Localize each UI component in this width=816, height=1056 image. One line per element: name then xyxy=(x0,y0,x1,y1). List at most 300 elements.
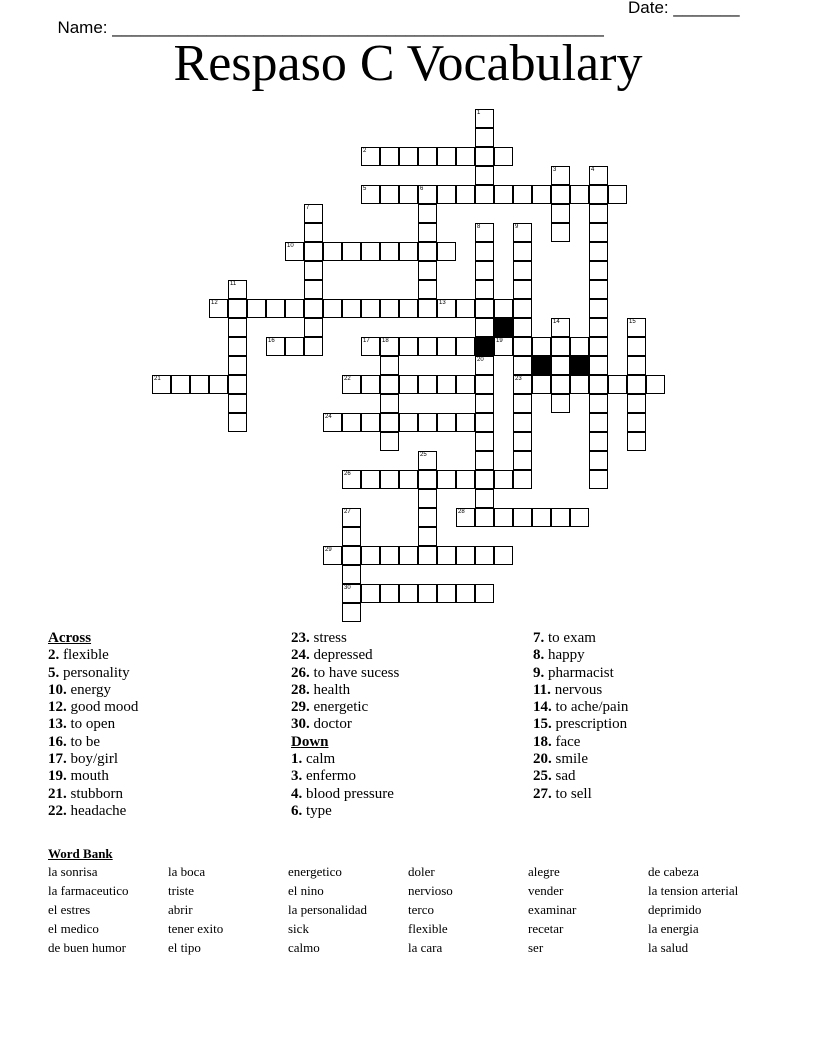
crossword-cell[interactable] xyxy=(551,508,570,527)
crossword-cell[interactable] xyxy=(589,261,608,280)
crossword-cell[interactable] xyxy=(475,318,494,337)
crossword-cell[interactable] xyxy=(589,185,608,204)
crossword-cell[interactable] xyxy=(304,299,323,318)
crossword-cell[interactable] xyxy=(437,470,456,489)
clue-number: 28. xyxy=(291,681,310,698)
crossword-cell[interactable] xyxy=(304,337,323,356)
crossword-cell[interactable] xyxy=(513,299,532,318)
crossword-cell[interactable] xyxy=(627,413,646,432)
clue-item xyxy=(48,682,138,699)
clue-number: 21 xyxy=(154,376,161,382)
crossword-cell[interactable] xyxy=(437,185,456,204)
word-bank-item: terco xyxy=(408,902,434,917)
crossword-cell[interactable] xyxy=(589,204,608,223)
crossword-cell[interactable] xyxy=(342,527,361,546)
crossword-cell[interactable] xyxy=(228,413,247,432)
clue-item xyxy=(533,630,628,647)
word-bank-item: de buen humor xyxy=(48,940,126,955)
clue-text: to open xyxy=(66,716,116,733)
crossword-cell[interactable] xyxy=(228,280,247,299)
crossword-cell[interactable] xyxy=(361,413,380,432)
crossword-cell[interactable] xyxy=(589,432,608,451)
clue-item xyxy=(291,751,399,768)
crossword-cell[interactable] xyxy=(380,242,399,261)
crossword-cell[interactable] xyxy=(399,470,418,489)
crossword-cell[interactable] xyxy=(190,375,209,394)
clue-number: 4. xyxy=(291,785,303,802)
crossword-cell[interactable] xyxy=(266,337,285,356)
crossword-cell[interactable] xyxy=(361,185,380,204)
clue-text: to have sucess xyxy=(309,664,400,681)
crossword-cell[interactable] xyxy=(228,299,247,318)
clue-number: 25 xyxy=(420,452,427,458)
name-label: Name: ____________________________________________________ xyxy=(57,18,604,37)
crossword-cell[interactable] xyxy=(380,413,399,432)
clue-number: 11. xyxy=(533,681,551,698)
crossword-cell[interactable] xyxy=(513,356,532,375)
crossword-cell[interactable] xyxy=(513,451,532,470)
crossword-cell[interactable] xyxy=(513,375,532,394)
crossword-cell[interactable] xyxy=(418,337,437,356)
crossword-cell[interactable] xyxy=(513,470,532,489)
crossword-cell[interactable] xyxy=(494,299,513,318)
crossword-cell[interactable] xyxy=(475,375,494,394)
crossword-cell[interactable] xyxy=(342,242,361,261)
crossword-cell[interactable] xyxy=(209,299,228,318)
crossword-cell[interactable] xyxy=(361,546,380,565)
crossword-cell[interactable] xyxy=(304,318,323,337)
crossword-cell[interactable] xyxy=(475,242,494,261)
word-bank-item: triste xyxy=(168,883,194,898)
clue-number: 22 xyxy=(344,376,351,382)
word-bank-item: energetico xyxy=(288,864,342,879)
clue-text: mouth xyxy=(66,768,109,785)
crossword-cell[interactable] xyxy=(304,261,323,280)
crossword-cell[interactable] xyxy=(304,223,323,242)
crossword-cell[interactable] xyxy=(589,470,608,489)
word-bank-item: doler xyxy=(408,864,435,879)
crossword-cell[interactable] xyxy=(361,470,380,489)
word-bank-item: la farmaceutico xyxy=(48,883,129,898)
crossword-cell[interactable] xyxy=(361,147,380,166)
crossword-cell[interactable] xyxy=(475,128,494,147)
crossword-cell[interactable] xyxy=(418,527,437,546)
crossword-cell[interactable] xyxy=(589,166,608,185)
crossword-cell[interactable] xyxy=(437,375,456,394)
crossword-cell[interactable] xyxy=(380,375,399,394)
clue-number: 26 xyxy=(344,471,351,477)
crossword-cell[interactable] xyxy=(475,432,494,451)
crossword-cell[interactable] xyxy=(627,337,646,356)
clue-number: 2. xyxy=(48,647,60,664)
crossword-cell[interactable] xyxy=(437,584,456,603)
crossword-cell[interactable] xyxy=(418,508,437,527)
clue-text: energetic xyxy=(309,699,369,716)
word-bank-item: la personalidad xyxy=(288,902,368,917)
crossword-cell[interactable] xyxy=(418,299,437,318)
crossword-cell[interactable] xyxy=(475,470,494,489)
crossword-cell[interactable] xyxy=(589,375,608,394)
clue-number: 18 xyxy=(382,338,389,344)
crossword-cell[interactable] xyxy=(456,185,475,204)
crossword-cell[interactable] xyxy=(323,546,342,565)
crossword-cell[interactable] xyxy=(228,356,247,375)
word-bank xyxy=(48,864,768,959)
crossword-cell[interactable] xyxy=(475,356,494,375)
crossword-cell[interactable] xyxy=(342,565,361,584)
crossword-cell[interactable] xyxy=(323,242,342,261)
crossword-cell[interactable] xyxy=(532,185,551,204)
crossword-cell[interactable] xyxy=(342,584,361,603)
crossword-cell[interactable] xyxy=(437,337,456,356)
crossword-cell[interactable] xyxy=(494,470,513,489)
clue-item xyxy=(533,786,628,803)
clue-text: happy xyxy=(544,647,585,664)
crossword-cell[interactable] xyxy=(513,337,532,356)
clue-item xyxy=(48,786,138,803)
crossword-cell[interactable] xyxy=(475,147,494,166)
crossword-cell[interactable] xyxy=(304,242,323,261)
crossword-cell[interactable] xyxy=(589,413,608,432)
crossword-cell[interactable] xyxy=(380,470,399,489)
crossword-cell[interactable] xyxy=(399,546,418,565)
crossword-cell[interactable] xyxy=(437,242,456,261)
crossword-cell[interactable] xyxy=(456,546,475,565)
clues-column-1 xyxy=(48,630,138,820)
crossword-cell[interactable] xyxy=(513,413,532,432)
word-bank-item: nervioso xyxy=(408,883,453,898)
crossword-cell[interactable] xyxy=(342,413,361,432)
crossword-cell[interactable] xyxy=(380,337,399,356)
clue-item xyxy=(48,716,138,733)
crossword-cell[interactable] xyxy=(475,261,494,280)
crossword-cell[interactable] xyxy=(513,223,532,242)
crossword-cell[interactable] xyxy=(456,337,475,356)
crossword-cell[interactable] xyxy=(513,261,532,280)
clue-number: 14. xyxy=(533,699,552,716)
crossword-cell[interactable] xyxy=(551,356,570,375)
crossword-cell[interactable] xyxy=(494,546,513,565)
word-bank-item: el medico xyxy=(48,921,99,936)
crossword-cell[interactable] xyxy=(475,223,494,242)
crossword-cell[interactable] xyxy=(589,280,608,299)
clue-number: 23 xyxy=(515,376,522,382)
crossword-cell[interactable] xyxy=(456,375,475,394)
page-title: Respaso C Vocabulary xyxy=(173,35,643,92)
crossword-cell[interactable] xyxy=(418,204,437,223)
crossword-cell[interactable] xyxy=(494,147,513,166)
crossword-cell[interactable] xyxy=(551,166,570,185)
crossword-cell[interactable] xyxy=(456,470,475,489)
clue-text: sad xyxy=(551,768,576,785)
crossword-cell[interactable] xyxy=(171,375,190,394)
clue-item xyxy=(291,716,399,733)
crossword-cell[interactable] xyxy=(513,185,532,204)
clue-item xyxy=(48,699,138,716)
crossword-cell[interactable] xyxy=(589,223,608,242)
crossword-cell[interactable] xyxy=(418,242,437,261)
crossword-cell[interactable] xyxy=(399,375,418,394)
word-bank-item: el estres xyxy=(48,902,91,917)
crossword-cell[interactable] xyxy=(380,546,399,565)
crossword-cell[interactable] xyxy=(399,337,418,356)
clue-number: 19 xyxy=(496,338,503,344)
clue-number: 2 xyxy=(363,148,367,154)
crossword-cell[interactable] xyxy=(418,584,437,603)
clue-number: 3 xyxy=(553,167,557,173)
crossword-black-cell xyxy=(494,318,513,337)
crossword-cell[interactable] xyxy=(285,337,304,356)
crossword-cell[interactable] xyxy=(513,318,532,337)
crossword-cell[interactable] xyxy=(475,394,494,413)
crossword-cell[interactable] xyxy=(551,223,570,242)
crossword-cell[interactable] xyxy=(475,299,494,318)
crossword-cell[interactable] xyxy=(342,375,361,394)
crossword-cell[interactable] xyxy=(494,508,513,527)
crossword-cell[interactable] xyxy=(418,223,437,242)
crossword-cell[interactable] xyxy=(418,261,437,280)
crossword-cell[interactable] xyxy=(475,280,494,299)
crossword-cell[interactable] xyxy=(418,413,437,432)
crossword-cell[interactable] xyxy=(551,337,570,356)
crossword-cell[interactable] xyxy=(361,584,380,603)
clue-item xyxy=(291,699,399,716)
crossword-cell[interactable] xyxy=(399,584,418,603)
clue-text: stress xyxy=(309,630,347,646)
crossword-cell[interactable] xyxy=(589,318,608,337)
clue-number: 24. xyxy=(291,647,310,664)
crossword-cell[interactable] xyxy=(513,394,532,413)
crossword-cell[interactable] xyxy=(418,470,437,489)
crossword-cell[interactable] xyxy=(570,185,589,204)
crossword-cell[interactable] xyxy=(228,375,247,394)
crossword-cell[interactable] xyxy=(475,109,494,128)
word-bank-item: la sonrisa xyxy=(48,864,98,879)
crossword-cell[interactable] xyxy=(627,394,646,413)
clue-item xyxy=(291,630,399,647)
crossword-cell[interactable] xyxy=(418,185,437,204)
crossword-cell[interactable] xyxy=(228,394,247,413)
crossword-cell[interactable] xyxy=(228,337,247,356)
crossword-cell[interactable] xyxy=(589,451,608,470)
crossword-cell[interactable] xyxy=(608,185,627,204)
clue-number: 6. xyxy=(291,802,303,819)
clue-number: 23. xyxy=(291,630,310,646)
crossword-cell[interactable] xyxy=(418,546,437,565)
crossword-cell[interactable] xyxy=(342,299,361,318)
crossword-cell[interactable] xyxy=(475,489,494,508)
crossword-cell[interactable] xyxy=(570,337,589,356)
clue-item xyxy=(291,665,399,682)
clue-text: health xyxy=(309,681,351,698)
clue-text: prescription xyxy=(551,716,628,733)
clues-column-2 xyxy=(291,630,399,820)
crossword-cell[interactable] xyxy=(342,470,361,489)
crossword-cell[interactable] xyxy=(399,413,418,432)
crossword-cell[interactable] xyxy=(437,299,456,318)
crossword-cell[interactable] xyxy=(589,299,608,318)
crossword-cell[interactable] xyxy=(570,375,589,394)
crossword-cell[interactable] xyxy=(418,375,437,394)
crossword-cell[interactable] xyxy=(456,413,475,432)
word-bank-item: de cabeza xyxy=(648,864,699,879)
crossword-cell[interactable] xyxy=(418,451,437,470)
crossword-cell[interactable] xyxy=(475,508,494,527)
crossword-cell[interactable] xyxy=(456,584,475,603)
crossword-cell[interactable] xyxy=(342,603,361,622)
clue-item xyxy=(533,682,628,699)
crossword-cell[interactable] xyxy=(456,508,475,527)
clue-number: 27. xyxy=(533,785,552,802)
clue-number: 11 xyxy=(230,281,237,287)
clue-item xyxy=(291,682,399,699)
clue-item xyxy=(48,768,138,785)
clue-number: 26. xyxy=(291,664,310,681)
date-label: Date: _______ xyxy=(628,0,740,17)
crossword-cell[interactable] xyxy=(532,337,551,356)
crossword-cell[interactable] xyxy=(494,185,513,204)
crossword-cell[interactable] xyxy=(418,147,437,166)
clue-number: 4 xyxy=(591,167,595,173)
clue-item xyxy=(291,768,399,785)
crossword-cell[interactable] xyxy=(513,242,532,261)
crossword-cell[interactable] xyxy=(627,432,646,451)
crossword-cell[interactable] xyxy=(589,394,608,413)
crossword-cell[interactable] xyxy=(513,280,532,299)
crossword-cell[interactable] xyxy=(361,375,380,394)
crossword-cell[interactable] xyxy=(589,337,608,356)
crossword-cell[interactable] xyxy=(475,166,494,185)
clue-text: to exam xyxy=(544,630,596,646)
crossword-cell[interactable] xyxy=(532,508,551,527)
clue-text: smile xyxy=(551,751,588,768)
crossword-cell[interactable] xyxy=(570,508,589,527)
crossword-cell[interactable] xyxy=(513,432,532,451)
crossword-cell[interactable] xyxy=(627,356,646,375)
crossword-cell[interactable] xyxy=(551,204,570,223)
crossword-cell[interactable] xyxy=(494,337,513,356)
crossword-cell[interactable] xyxy=(399,242,418,261)
crossword-cell[interactable] xyxy=(475,546,494,565)
crossword-cell[interactable] xyxy=(399,299,418,318)
clue-number: 7. xyxy=(533,630,545,646)
crossword-cell[interactable] xyxy=(323,299,342,318)
crossword-cell[interactable] xyxy=(513,508,532,527)
crossword-cell[interactable] xyxy=(380,394,399,413)
word-bank-item: la cara xyxy=(408,940,443,955)
crossword-cell[interactable] xyxy=(266,299,285,318)
crossword-cell[interactable] xyxy=(304,204,323,223)
clue-item xyxy=(48,751,138,768)
crossword-cell[interactable] xyxy=(475,185,494,204)
word-bank-item: calmo xyxy=(288,940,320,955)
crossword-cell[interactable] xyxy=(380,432,399,451)
crossword-cell[interactable] xyxy=(342,546,361,565)
crossword-cell[interactable] xyxy=(608,375,627,394)
clue-number: 10. xyxy=(48,681,67,698)
crossword-cell[interactable] xyxy=(304,280,323,299)
clue-text: depressed xyxy=(309,647,373,664)
crossword-cell[interactable] xyxy=(285,242,304,261)
crossword-cell[interactable] xyxy=(589,356,608,375)
crossword-cell[interactable] xyxy=(627,375,646,394)
crossword-cell[interactable] xyxy=(551,394,570,413)
clue-number: 8 xyxy=(477,224,481,230)
word-bank-item: abrir xyxy=(168,902,193,917)
crossword-cell[interactable] xyxy=(456,147,475,166)
clue-item xyxy=(291,803,399,820)
clue-item xyxy=(48,647,138,664)
crossword-cell[interactable] xyxy=(399,185,418,204)
crossword-cell[interactable] xyxy=(285,299,304,318)
crossword-cell[interactable] xyxy=(437,413,456,432)
crossword-cell[interactable] xyxy=(399,147,418,166)
word-bank-item: ser xyxy=(528,940,544,955)
crossword-cell[interactable] xyxy=(247,299,266,318)
crossword-cell[interactable] xyxy=(380,584,399,603)
crossword-cell[interactable] xyxy=(209,375,228,394)
clue-number: 16. xyxy=(48,733,67,750)
clue-item xyxy=(291,647,399,664)
crossword-cell[interactable] xyxy=(437,546,456,565)
clue-number: 10 xyxy=(287,243,294,249)
word-bank-item: examinar xyxy=(528,902,577,917)
crossword-cell[interactable] xyxy=(361,299,380,318)
crossword-cell[interactable] xyxy=(323,413,342,432)
clue-text: face xyxy=(551,733,581,750)
clue-item xyxy=(533,665,628,682)
crossword-cell[interactable] xyxy=(361,337,380,356)
crossword-cell[interactable] xyxy=(475,451,494,470)
crossword-cell[interactable] xyxy=(627,318,646,337)
word-bank-item: la tension arterial xyxy=(648,883,739,898)
crossword-cell[interactable] xyxy=(418,489,437,508)
crossword-cell[interactable] xyxy=(361,242,380,261)
crossword-cell[interactable] xyxy=(456,299,475,318)
crossword-cell[interactable] xyxy=(380,299,399,318)
crossword-cell[interactable] xyxy=(380,356,399,375)
crossword-cell[interactable] xyxy=(380,185,399,204)
clue-number: 24 xyxy=(325,414,332,420)
clue-number: 6 xyxy=(420,186,424,192)
crossword-cell[interactable] xyxy=(475,413,494,432)
clue-number: 13 xyxy=(439,300,446,306)
crossword-cell[interactable] xyxy=(152,375,171,394)
crossword-cell[interactable] xyxy=(551,318,570,337)
crossword-black-cell xyxy=(532,356,551,375)
crossword-cell[interactable] xyxy=(475,584,494,603)
crossword-cell[interactable] xyxy=(228,318,247,337)
clue-text: personality xyxy=(59,664,130,681)
clue-text: enfermo xyxy=(302,768,356,785)
crossword-cell[interactable] xyxy=(589,242,608,261)
crossword-cell[interactable] xyxy=(418,280,437,299)
clue-text: calm xyxy=(302,751,336,768)
crossword-cell[interactable] xyxy=(437,147,456,166)
clue-text: boy/girl xyxy=(66,751,118,768)
clue-text: to ache/pain xyxy=(551,699,629,716)
crossword-cell[interactable] xyxy=(551,185,570,204)
crossword-cell[interactable] xyxy=(380,147,399,166)
crossword-cell[interactable] xyxy=(532,375,551,394)
clue-text: blood pressure xyxy=(302,785,394,802)
crossword-cell[interactable] xyxy=(342,508,361,527)
word-bank-item: tener exito xyxy=(168,921,224,936)
crossword-cell[interactable] xyxy=(551,375,570,394)
clue-number: 21. xyxy=(48,785,67,802)
clue-number: 18. xyxy=(533,733,552,750)
crossword-cell[interactable] xyxy=(646,375,665,394)
